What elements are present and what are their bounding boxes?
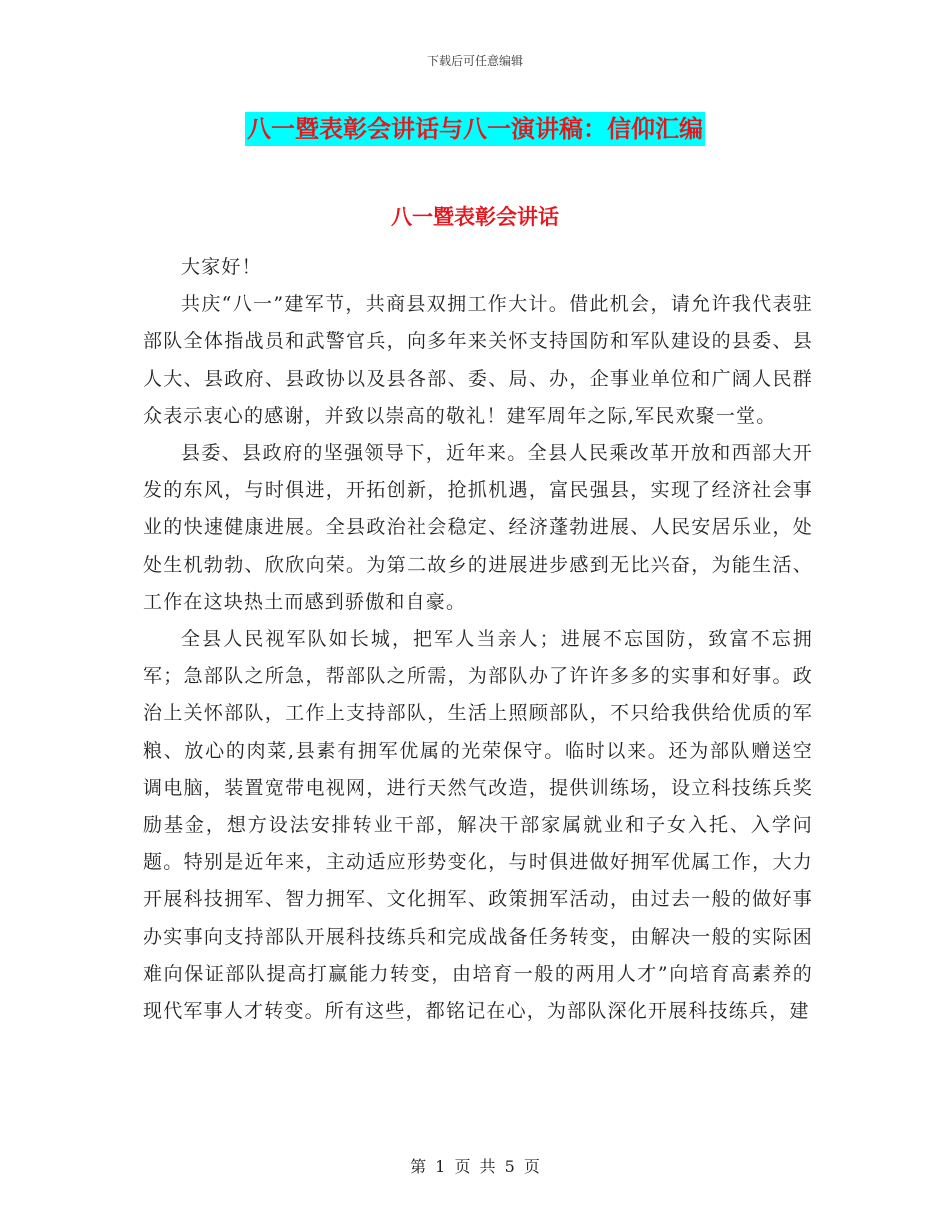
body-paragraph: 县委、县政府的坚强领导下，近年来。全县人民乘改革开放和西部大开发的东风，与时俱进，开拓创新，抢抓机遇，富民强县，实现了经济社会事业的快速健康进展。全县政治社会稳定、经济蓬勃进展、人民安居乐业，处处生机勃勃、欣欣向荣。为第二故乡的进展进步感到无比兴奋，为能生活、工作在这块热土而感到骄傲和自豪。 xyxy=(143,442,813,613)
body-paragraph: 共庆“八一”建军节，共商县双拥工作大计。借此机会，请允许我代表驻部队全体指战员和武警官兵，向多年来关怀支持国防和军队建设的县委、县人大、县政府、县政协以及县各部、委、局、办，企事业单位和广阔人民群众表示衷心的感谢，并致以崇高的敬礼！建军周年之际,军民欢聚一堂。 xyxy=(143,293,813,427)
section-title: 八一暨表彰会讲话 xyxy=(391,205,559,229)
header-note: 下载后可任意编辑 xyxy=(426,54,523,68)
body-paragraph: 全县人民视军队如长城，把军人当亲人；进展不忘国防，致富不忘拥军；急部队之所急，帮部队之所需，为部队办了许许多多的实事和好事。政治上关怀部队，工作上支持部队，生活上照顾部队，不只给我供给优质的军粮、放心的肉菜,县素有拥军优属的光荣保守。临时以来。还为部队赠送空调电脑，装置宽带电视网，进行天然气改造，提供训练场，设立科技练兵奖励基金，想方设法安排转业干部，解决干部家属就业和子女入托、入学问题。特别是近年来，主动适应形势变化，与时俱进做好拥军优属工作，大力开展科技拥军、智力拥军、文化拥军、政策拥军活动，由过去一般的做好事办实事向支持部队开展科技练兵和完成战备任务转变，由解决一般的实际困难向保证部队提高打赢能力转变，由培育一般的两用人才”向培育高素养的现代军事人才转变。所有这些，都铭记在心，为部队深化开展科技练兵，建 xyxy=(143,628,813,1023)
document-title-container xyxy=(0,112,950,146)
page-number: 第 1 页 共 5 页 xyxy=(410,1157,540,1176)
document-title: 八一暨表彰会讲话与八一演讲稿：信仰汇编 xyxy=(245,112,705,146)
greeting-paragraph: 大家好！ xyxy=(181,256,262,278)
document-body xyxy=(143,249,813,1030)
